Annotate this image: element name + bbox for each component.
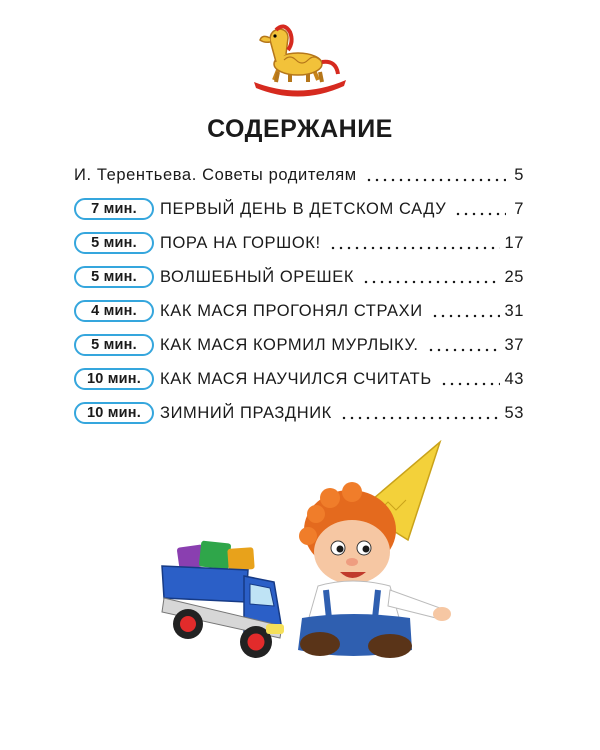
- toc-row-page: 7: [514, 199, 524, 218]
- reading-time-badge: 7 мин.: [74, 198, 154, 220]
- toc-row-title: КАК МАСЯ КОРМИЛ МУРЛЫКУ.: [160, 336, 423, 355]
- reading-time-badge: 10 мин.: [74, 368, 154, 390]
- toc-row-page: 17: [504, 233, 524, 252]
- toc-row-title: ПОРА НА ГОРШОК!: [160, 234, 325, 253]
- toc-row[interactable]: [74, 328, 524, 362]
- toc-row[interactable]: [74, 226, 524, 260]
- reading-time-badge: 5 мин.: [74, 232, 154, 254]
- toc-leader: [431, 304, 501, 318]
- rocking-horse-icon: [248, 20, 352, 100]
- toc-row-page: 31: [504, 301, 524, 320]
- toc-row[interactable]: [74, 362, 524, 396]
- toc-row-page: 37: [504, 335, 524, 354]
- reading-time-badge: 5 мин.: [74, 266, 154, 288]
- toc-leader: [454, 202, 506, 216]
- toc-row-page: 53: [504, 403, 524, 422]
- toc-leader: [362, 270, 500, 284]
- toc-row-page: 25: [504, 267, 524, 286]
- toc-row[interactable]: [74, 158, 524, 192]
- toc-row-title: КАК МАСЯ ПРОГОНЯЛ СТРАХИ: [160, 302, 427, 321]
- toy-truck-icon: [148, 540, 288, 665]
- toc-row[interactable]: [74, 192, 524, 226]
- toc-leader: [329, 236, 501, 250]
- toc-row-title: И. Терентьева. Советы родителям: [74, 166, 361, 185]
- toc-leader: [440, 372, 501, 386]
- toc-row-title: ВОЛШЕБНЫЙ ОРЕШЕК: [160, 268, 358, 287]
- toc-row[interactable]: [74, 260, 524, 294]
- toc-leader: [427, 338, 501, 352]
- reading-time-badge: 4 мин.: [74, 300, 154, 322]
- toc-row[interactable]: [74, 294, 524, 328]
- table-of-contents: [74, 158, 524, 430]
- page-title: СОДЕРЖАНИЕ: [207, 115, 393, 143]
- toc-leader: [365, 168, 506, 182]
- reading-time-badge: 10 мин.: [74, 402, 154, 424]
- toc-row-title: КАК МАСЯ НАУЧИЛСЯ СЧИТАТЬ: [160, 370, 436, 389]
- toc-row-title: ПЕРВЫЙ ДЕНЬ В ДЕТСКОМ САДУ: [160, 200, 450, 219]
- toc-row[interactable]: [74, 396, 524, 430]
- toc-row-page: 43: [504, 369, 524, 388]
- toc-row-page: 5: [514, 165, 524, 184]
- boy-in-hat-icon: [290, 440, 470, 660]
- reading-time-badge: 5 мин.: [74, 334, 154, 356]
- toc-row-title: ЗИМНИЙ ПРАЗДНИК: [160, 404, 336, 423]
- toc-leader: [340, 406, 501, 420]
